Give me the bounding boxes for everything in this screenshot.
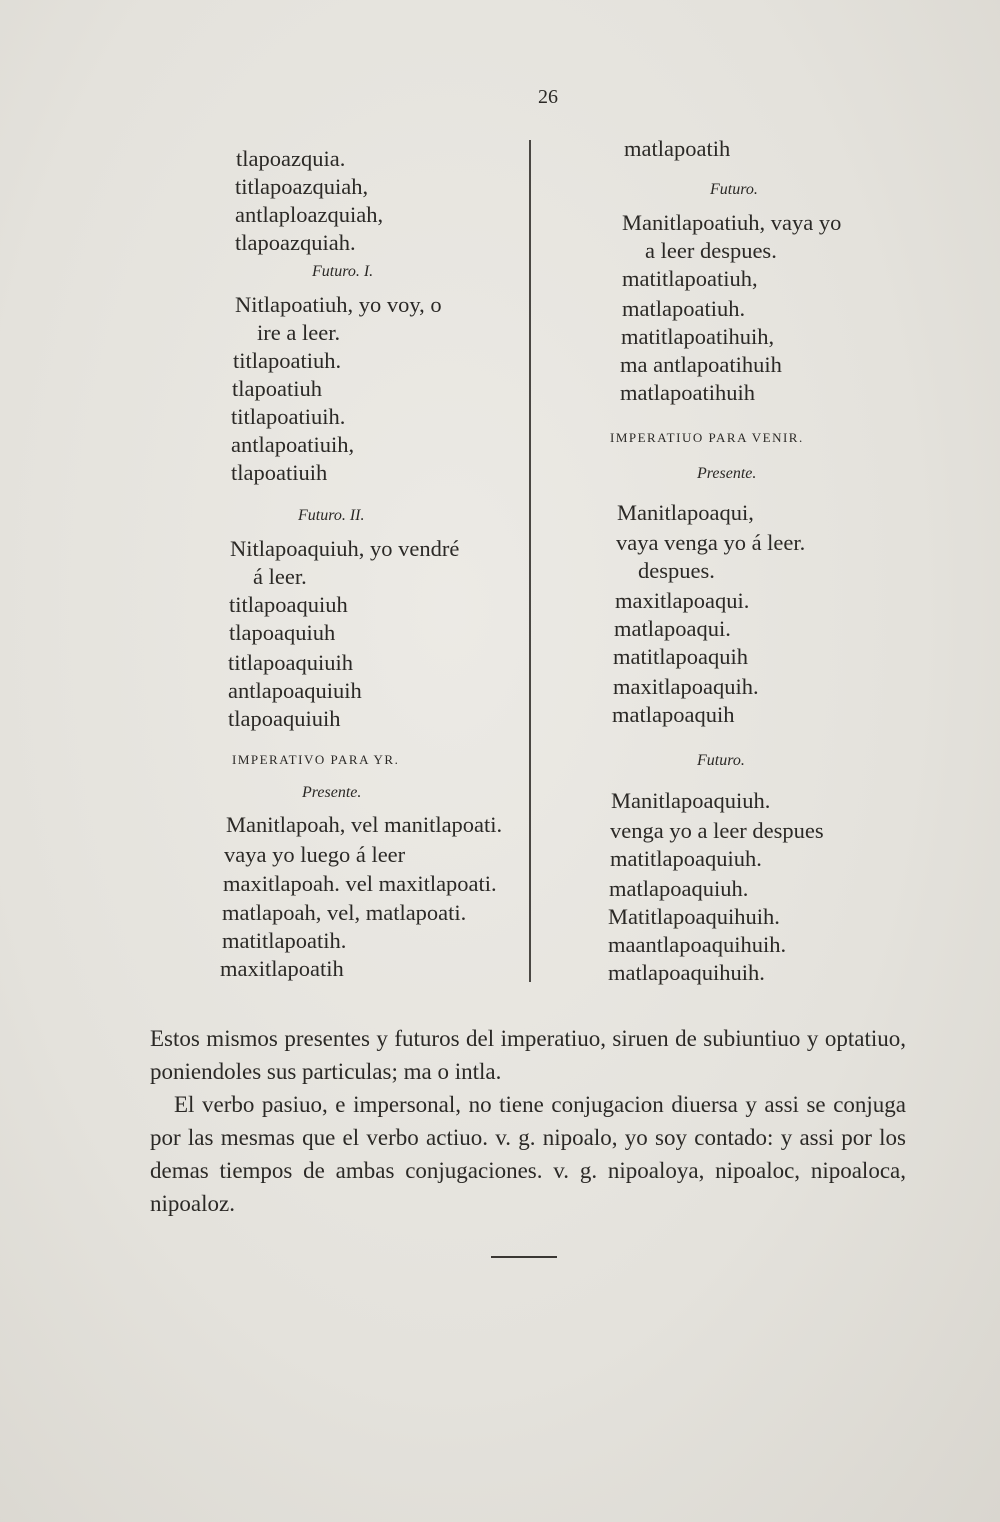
column-divider (529, 140, 531, 982)
text-line: vaya yo luego á leer (224, 842, 406, 867)
text-line: Manitlapoaquiuh. (611, 788, 771, 813)
text-line: tlapoaquiuh (229, 620, 336, 645)
section-heading: Futuro. (697, 752, 745, 769)
section-heading: Presente. (697, 465, 757, 482)
text-line: matlapoaquihuih. (608, 960, 765, 985)
text-line: tlapoaquiuih (228, 706, 341, 731)
paragraph-2: El verbo pasiuo, e impersonal, no tiene conjugacion diuersa y assi se conjuga por las mesmas que el verbo actiuo. v. g. nipoalo, yo soy contado: y assi por los demas tiempos de ambas conjugaciones. v. g. nipoaloya, nipoaloc, nipoaloca, nipoaloz. (150, 1092, 906, 1216)
text-line: matlapoaquiuh. (609, 876, 749, 901)
text-line: matlapoaquih (612, 702, 735, 727)
text-line: titlapoaquiuih (228, 650, 353, 675)
text-line: titlapoazquiah, (235, 174, 369, 199)
text-line: matitlapoaquih (613, 644, 748, 669)
text-line: tlapoazquiah. (235, 230, 356, 255)
text-line: matitlapoatiuh, (622, 266, 758, 291)
text-line: á leer. (253, 564, 307, 589)
text-line: titlapoaquiuh (229, 592, 348, 617)
section-heading: Futuro. II. (298, 507, 365, 524)
text-line: maxitlapoaquih. (613, 674, 759, 699)
text-line: maxitlapoatih (220, 956, 344, 981)
text-line: vaya venga yo á leer. (616, 530, 806, 555)
body-text (150, 1022, 906, 1220)
text-line: tlapoatiuih (231, 460, 328, 485)
section-heading: Futuro. I. (312, 263, 374, 280)
text-line: tlapoazquia. (236, 146, 346, 171)
page-number: 26 (538, 86, 558, 108)
text-line: matitlapoatihuih, (621, 324, 775, 349)
text-line: Nitlapoatiuh, yo voy, o (235, 292, 442, 317)
text-line: matitlapoatih. (222, 928, 347, 953)
text-line: tlapoatiuh (232, 376, 322, 401)
text-line: antlapoatiuih, (231, 432, 355, 457)
text-line: matlapoaqui. (614, 616, 731, 641)
text-line: Manitlapoah, vel manitlapoati. (226, 812, 503, 837)
text-line: matlapoatihuih (620, 380, 755, 405)
text-line: ma antlapoatihuih (620, 352, 782, 377)
text-line: maantlapoaquihuih. (608, 932, 787, 957)
text-line: a leer despues. (645, 238, 777, 263)
text-line: maxitlapoaqui. (615, 588, 750, 613)
text-line: venga yo a leer despues (610, 818, 824, 843)
text-line: antlapoaquiuih (228, 678, 362, 703)
paragraph-1: Estos mismos presentes y futuros del imperatiuo, siruen de subiuntiuo y optatiuo, poniendoles sus particulas; ma o intla. (150, 1026, 906, 1084)
text-line: Manitlapoaqui, (617, 500, 754, 525)
text-line: matlapoatih (624, 136, 731, 161)
text-line: titlapoatiuh. (233, 348, 342, 373)
text-line: matlapoatiuh. (622, 296, 746, 321)
text-line: Matitlapoaquihuih. (608, 904, 780, 929)
text-line: antlaploazquiah, (235, 202, 384, 227)
text-line: despues. (638, 558, 715, 583)
text-line: ire a leer. (257, 320, 341, 345)
text-line: maxitlapoah. vel maxitlapoati. (223, 871, 497, 896)
text-line: matlapoah, vel, matlapoati. (222, 900, 467, 925)
text-line: Manitlapoatiuh, vaya yo (622, 210, 842, 235)
text-line: Nitlapoaquiuh, yo vendré (230, 536, 460, 561)
section-title: IMPERATIUO PARA VENIR. (610, 430, 804, 445)
section-heading: Futuro. (710, 181, 758, 198)
section-heading: Presente. (302, 784, 362, 801)
closing-rule (491, 1256, 557, 1258)
section-title: IMPERATIVO PARA YR. (232, 752, 400, 767)
text-line: matitlapoaquiuh. (610, 846, 762, 871)
text-line: titlapoatiuih. (231, 404, 346, 429)
